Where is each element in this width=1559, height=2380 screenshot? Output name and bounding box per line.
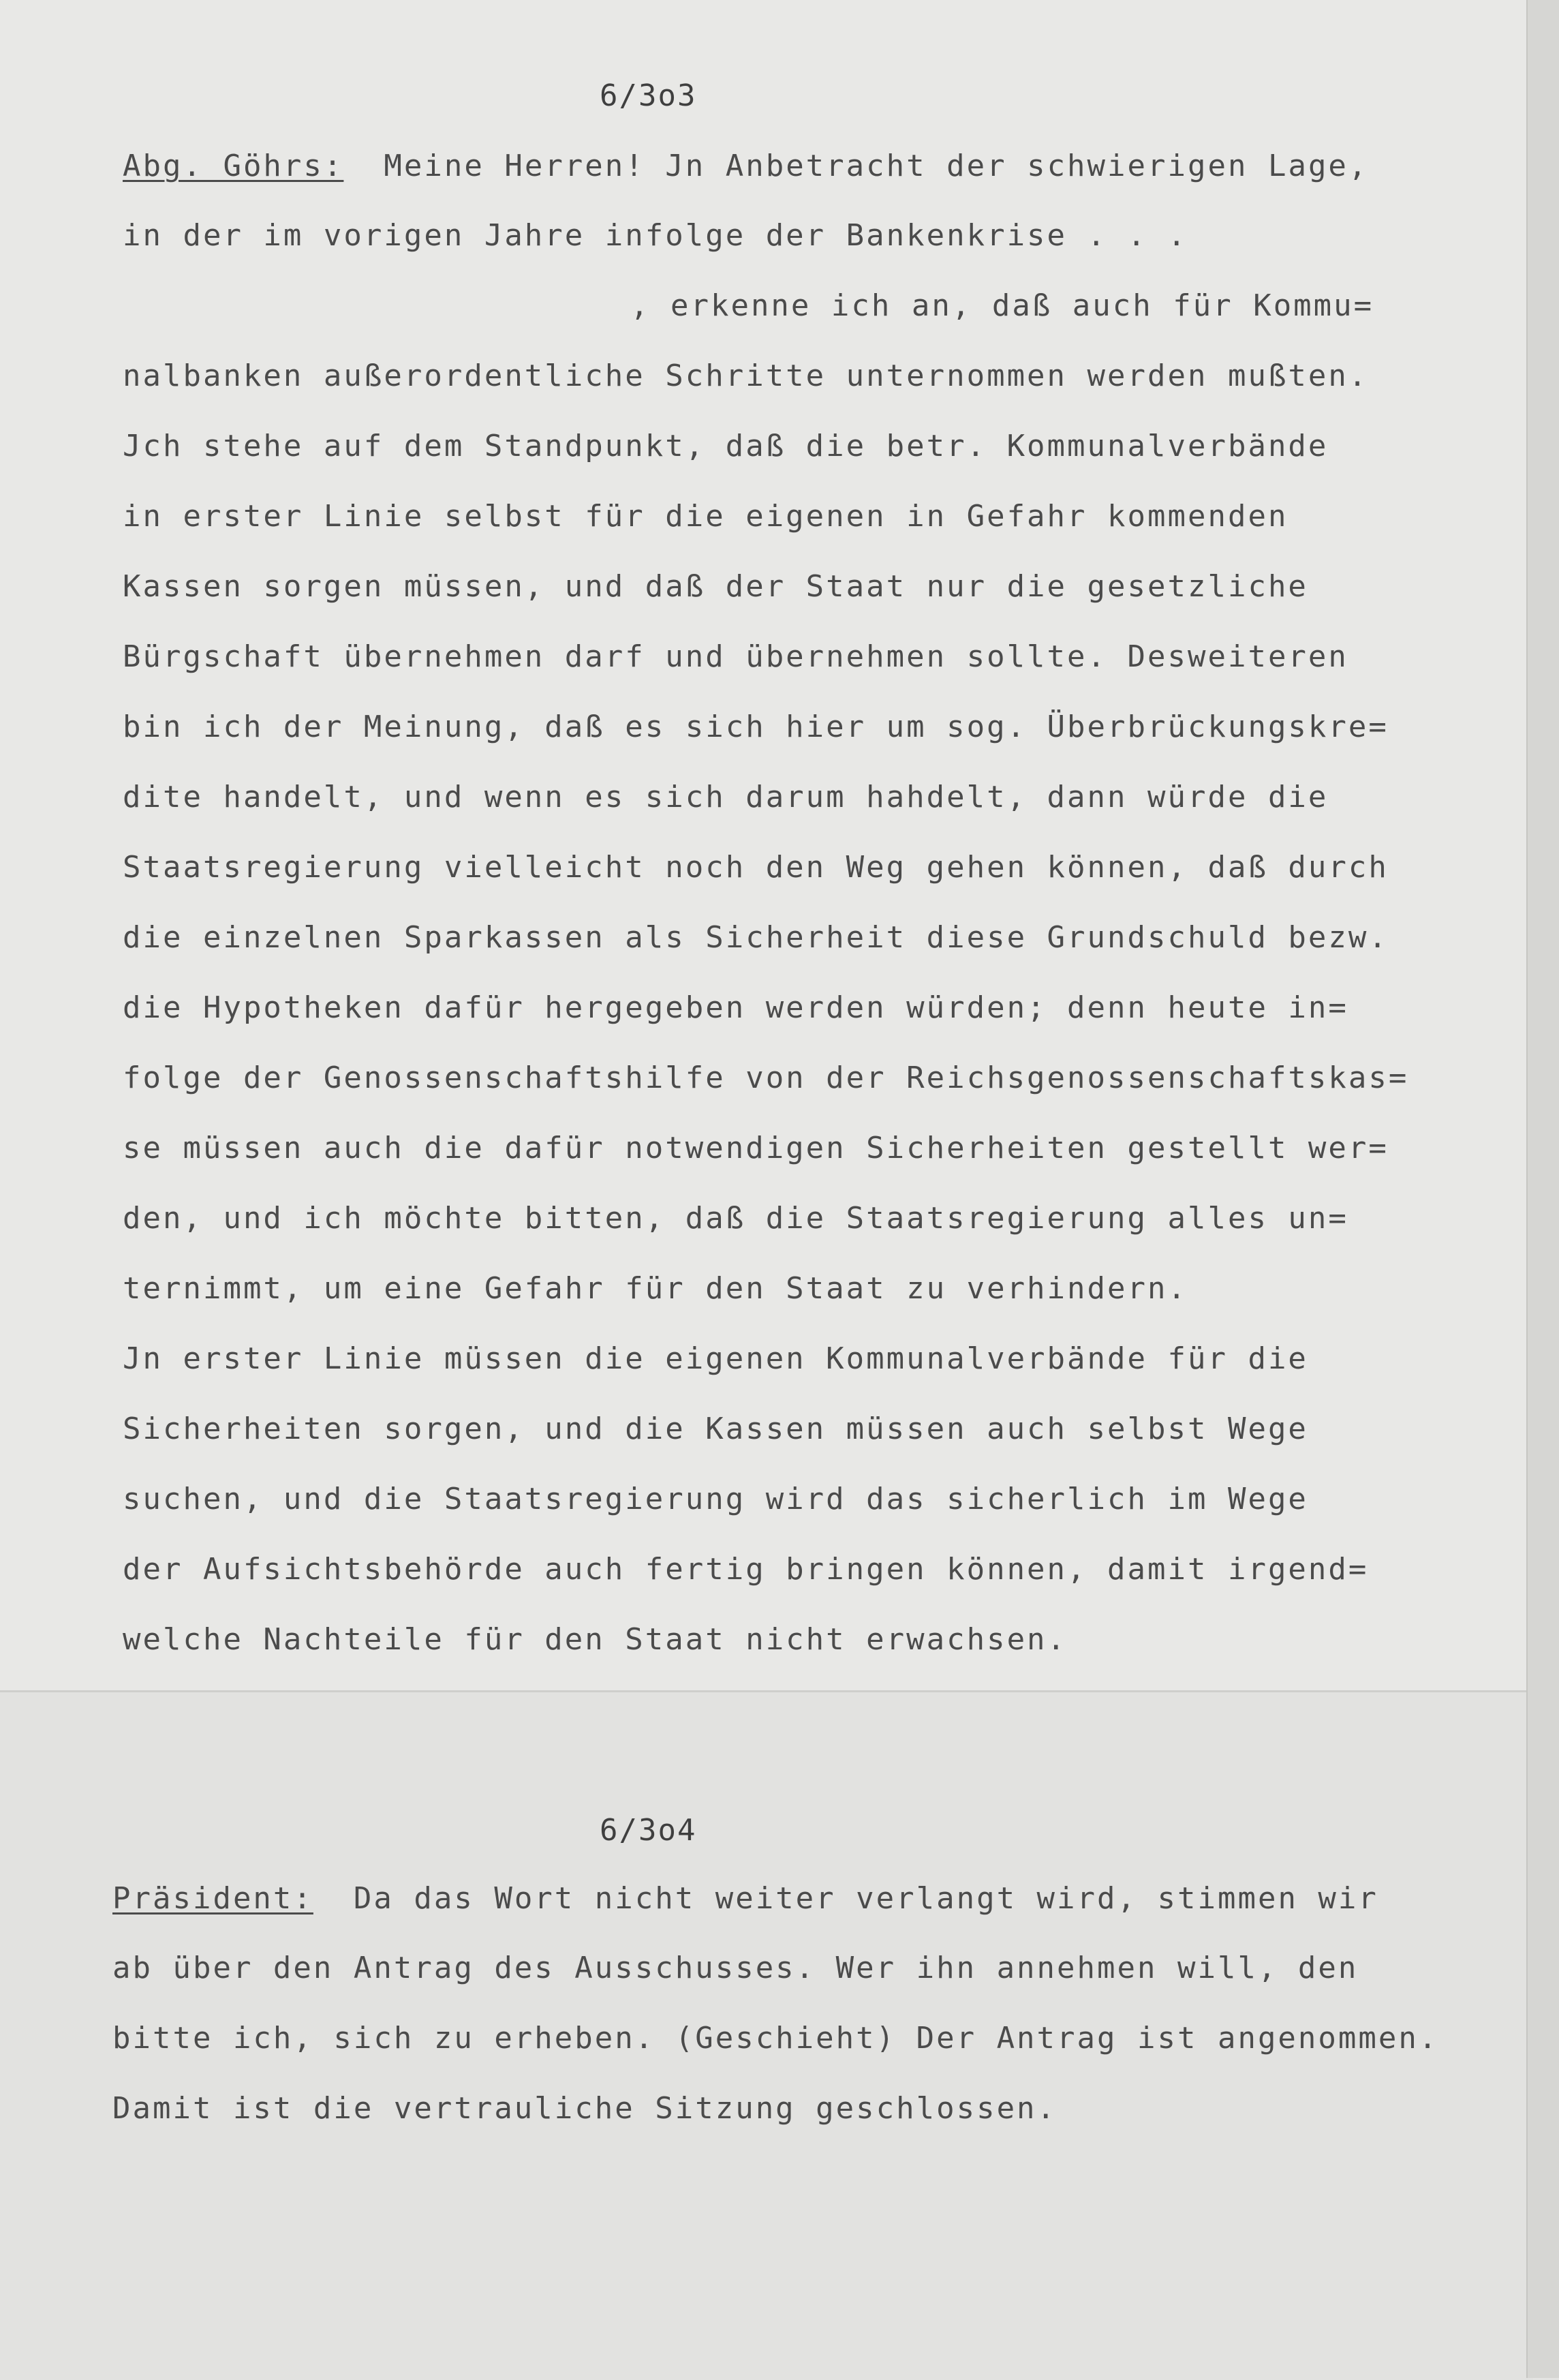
text-line: Damit ist die vertrauliche Sitzung geschlossen. [112, 2091, 1058, 2126]
text-line: Staatsregierung vielleicht noch den Weg gehen können, daß durch [123, 850, 1389, 885]
text-line: Kassen sorgen müssen, und daß der Staat nur die gesetzliche [123, 569, 1308, 604]
text-line: ab über den Antrag des Ausschusses. Wer ihn annehmen will, den [112, 1951, 1359, 1985]
text-line: in der im vorigen Jahre infolge der Bankenkrise . . . [123, 218, 1188, 253]
text-line: ternimmt, um eine Gefahr für den Staat zu verhindern. [123, 1271, 1188, 1306]
text-line: den, und ich möchte bitten, daß die Staatsregierung alles un= [123, 1201, 1348, 1236]
text-line: Sicherheiten sorgen, und die Kassen müssen auch selbst Wege [123, 1412, 1308, 1446]
section-first-line [123, 149, 1559, 183]
text-line: nalbanken außerordentliche Schritte unternommen werden mußten. [123, 358, 1369, 393]
section-number: 6/3o4 [600, 1813, 697, 1848]
text-line: die einzelnen Sparkassen als Sicherheit diese Grundschuld bezw. [123, 920, 1389, 955]
text-line: bitte ich, sich zu erheben. (Geschieht) Der Antrag ist angenommen. [112, 2021, 1439, 2056]
section-first-line [112, 1881, 1559, 1916]
text-line: bin ich der Meinung, daß es sich hier um sog. Überbrückungskre= [123, 710, 1389, 744]
text-line: der Aufsichtsbehörde auch fertig bringen können, damit irgend= [123, 1552, 1369, 1587]
text-line: dite handelt, und wenn es sich darum hahdelt, dann würde die [123, 780, 1329, 814]
text-line: folge der Genossenschaftshilfe von der Reichsgenossenschaftskas= [123, 1061, 1409, 1095]
text-line: in erster Linie selbst für die eigenen in Gefahr kommenden [123, 499, 1288, 534]
text-line: , erkenne ich an, daß auch für Kommu= [630, 288, 1374, 323]
text-line: Jn erster Linie müssen die eigenen Kommunalverbände für die [123, 1341, 1308, 1376]
text-line: Jch stehe auf dem Standpunkt, daß die betr. Kommunalverbände [123, 429, 1329, 463]
text-line: Bürgschaft übernehmen darf und übernehmen sollte. Desweiteren [123, 639, 1348, 674]
section-number: 6/3o3 [600, 78, 697, 113]
speaker-name: Präsident: [112, 1881, 313, 1916]
text-line: se müssen auch die dafür notwendigen Sicherheiten gestellt wer= [123, 1131, 1389, 1165]
text-line: welche Nachteile für den Staat nicht erwachsen. [123, 1622, 1068, 1657]
speaker-name: Abg. Göhrs: [123, 149, 344, 183]
speech-text: Da das Wort nicht weiter verlangt wird, stimmen wir [353, 1881, 1378, 1916]
speech-text: Meine Herren! Jn Anbetracht der schwierigen Lage, [384, 149, 1369, 183]
text-line: die Hypotheken dafür hergegeben werden würden; denn heute in= [123, 990, 1348, 1025]
text-line: suchen, und die Staatsregierung wird das sicherlich im Wege [123, 1482, 1308, 1516]
